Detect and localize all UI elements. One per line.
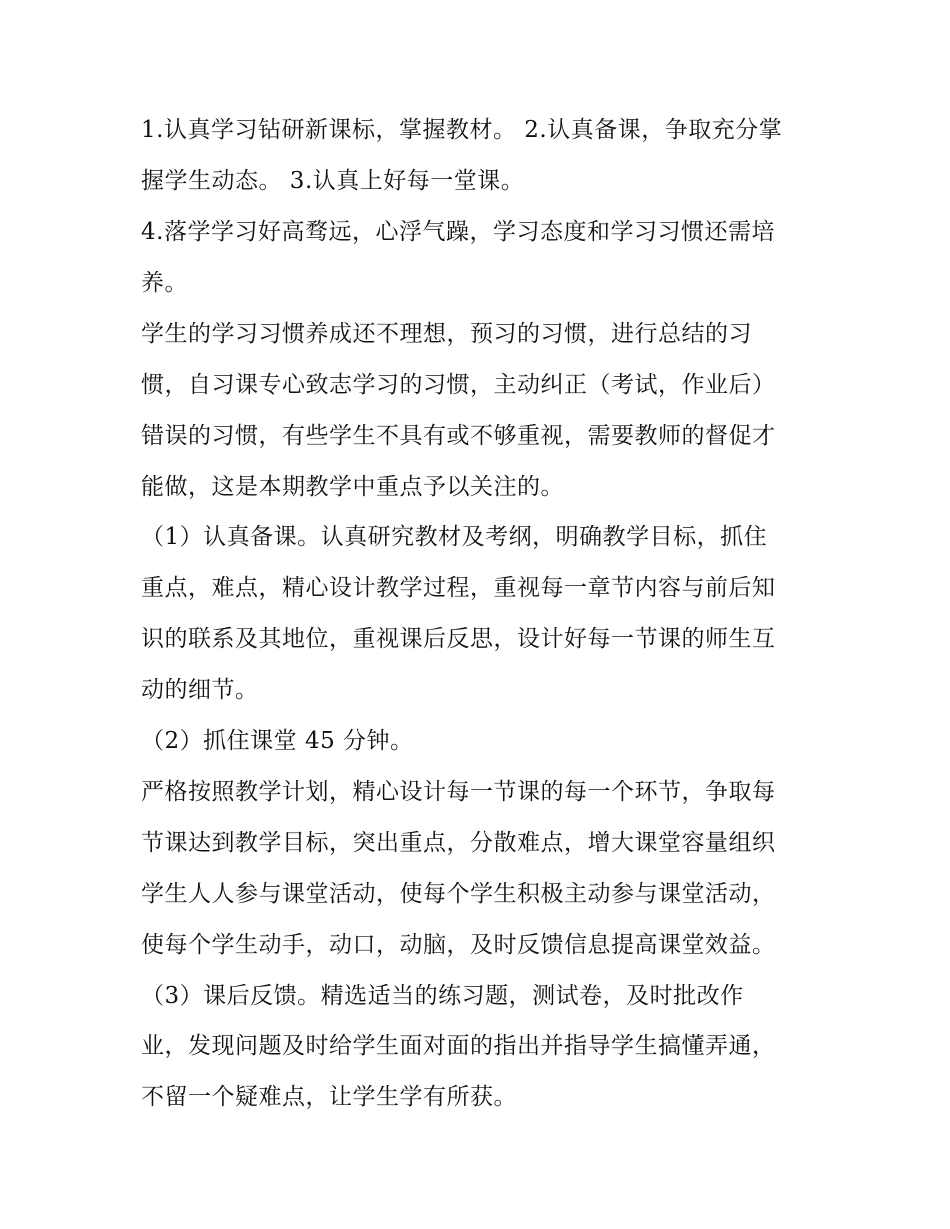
text-line: 握学生动态。 3.认真上好每一堂课。	[141, 168, 525, 194]
text-line: 学生的学习习惯养成还不理想，预习的习惯，进行总结的习	[141, 321, 752, 347]
text-line: 1.认真学习钻研新课标，掌握教材。 2.认真备课，争取充分掌	[141, 117, 783, 143]
text-line: 严格按照教学计划，精心设计每一节课的每一个环节，争取每	[141, 779, 776, 805]
text-line: 错误的习惯，有些学生不具有或不够重视，需要教师的督促才	[141, 423, 776, 449]
text-line: 重点，难点，精心设计教学过程，重视每一章节内容与前后知	[141, 575, 776, 601]
text-line: 养。	[141, 270, 188, 296]
text-line: 识的联系及其地位，重视课后反思，设计好每一节课的师生互	[141, 626, 776, 652]
text-line: 学生人人参与课堂活动，使每个学生积极主动参与课堂活动，	[141, 881, 776, 907]
text-line: 能做，这是本期教学中重点予以关注的。	[141, 474, 564, 500]
text-line: 惯，自习课专心致志学习的习惯，主动纠正（考试，作业后）	[141, 372, 776, 398]
text-line: 4.落学学习好高骛远，心浮气躁，学习态度和学习习惯还需培	[141, 219, 775, 245]
text-line: 使每个学生动手，动口，动脑，及时反馈信息提高课堂效益。	[141, 932, 776, 958]
text-line: （2）抓住课堂 45 分钟。	[141, 728, 414, 754]
text-line: 动的细节。	[141, 677, 259, 703]
text-line: （3）课后反馈。精选适当的练习题，测试卷，及时批改作	[141, 983, 744, 1009]
text-line: 不留一个疑难点，让学生学有所获。	[141, 1084, 517, 1110]
text-line: 业，发现问题及时给学生面对面的指出并指导学生搞懂弄通，	[141, 1033, 776, 1059]
text-line: （1）认真备课。认真研究教材及考纲，明确教学目标，抓住	[141, 524, 768, 550]
text-line: 节课达到教学目标，突出重点，分散难点，增大课堂容量组织	[141, 830, 776, 856]
